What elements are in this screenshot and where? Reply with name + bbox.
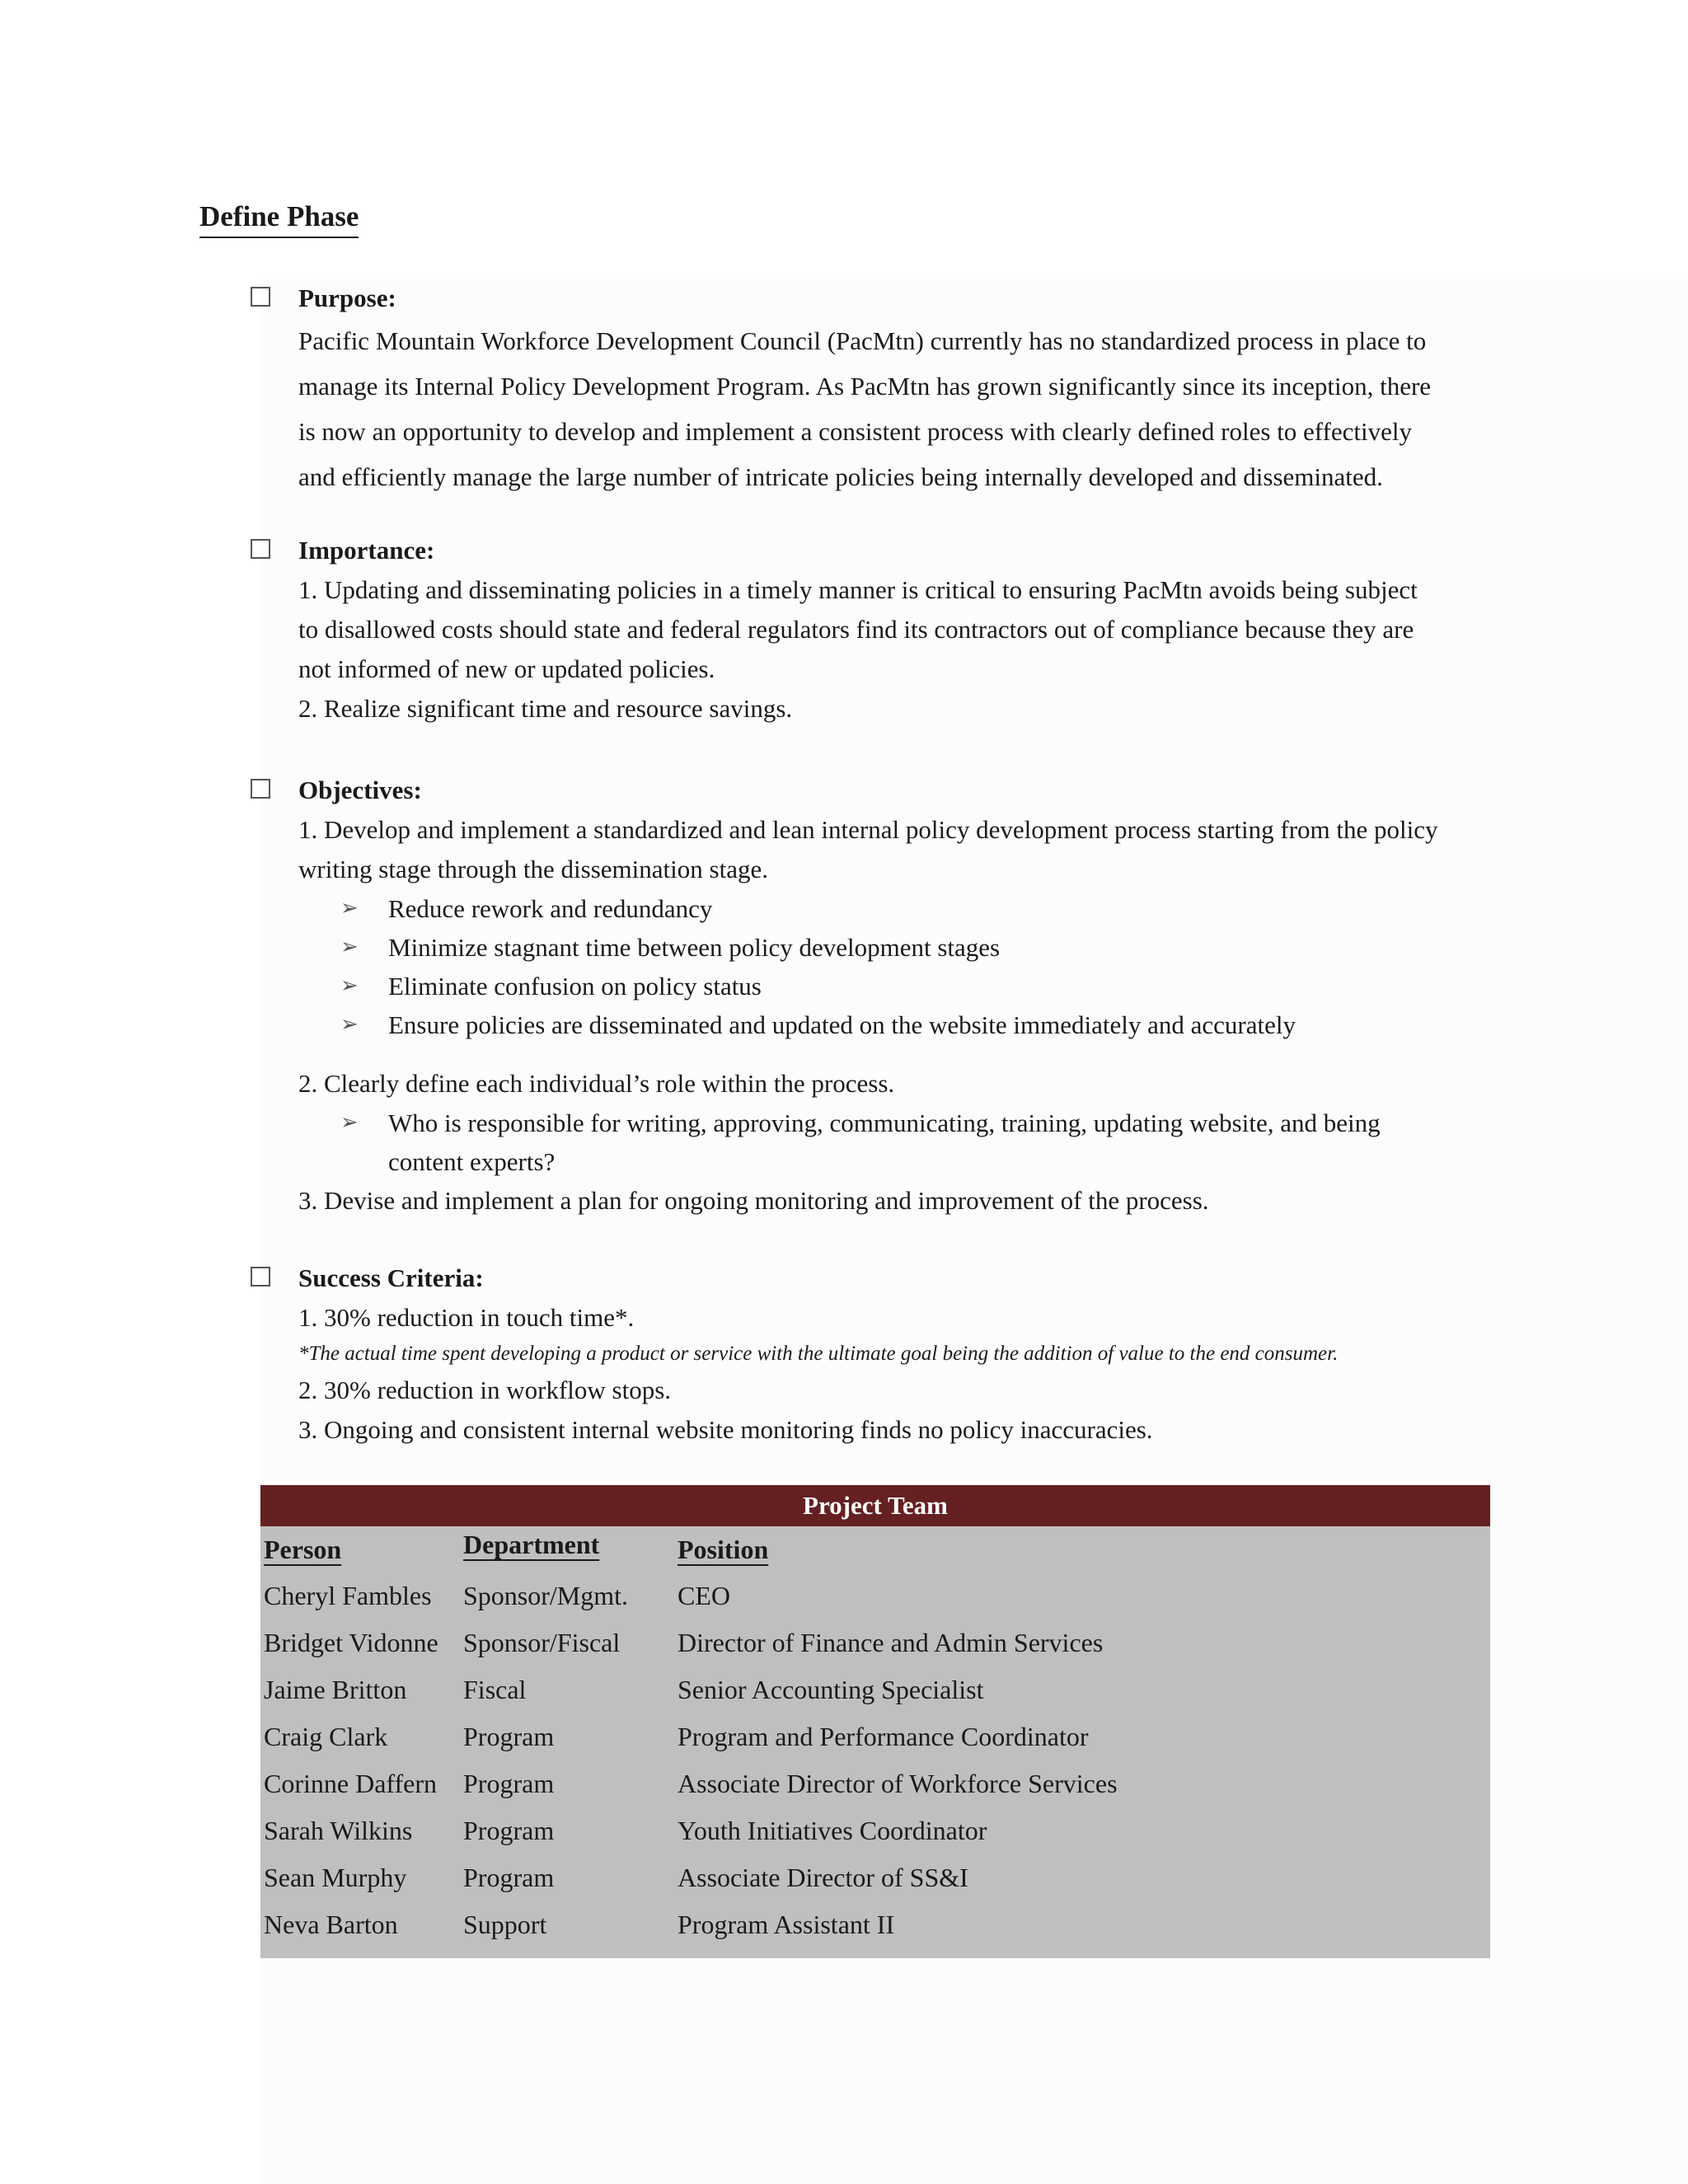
objective-3-line: 3. Devise and implement a plan for ongoing monitoring and improvement of the process. bbox=[298, 1186, 1209, 1215]
project-team-table bbox=[260, 1485, 1490, 1958]
importance-line: 2. Realize significant time and resource savings. bbox=[298, 694, 793, 723]
arrowhead-bullet-icon: ➢ bbox=[340, 896, 359, 921]
bullet-text: Reduce rework and redundancy bbox=[388, 894, 713, 923]
project-team-title: Project Team bbox=[260, 1485, 1490, 1526]
position-cell: Associate Director of SS&I bbox=[678, 1863, 968, 1892]
department-cell: Sponsor/Mgmt. bbox=[463, 1581, 629, 1610]
importance-section bbox=[251, 531, 1503, 729]
table-row bbox=[260, 1854, 1490, 1901]
arrowhead-bullet-icon: ➢ bbox=[340, 973, 359, 998]
table-row bbox=[260, 1760, 1490, 1807]
department-cell: Program bbox=[463, 1722, 555, 1751]
purpose-line: manage its Internal Policy Development Program. As PacMtn has grown significantly since its inception, there bbox=[298, 372, 1432, 401]
bullet-text: Minimize stagnant time between policy development stages bbox=[388, 933, 1001, 962]
purpose-line: is now an opportunity to develop and implement a consistent process with clearly defined roles to effectively bbox=[298, 417, 1413, 446]
position-cell: Youth Initiatives Coordinator bbox=[678, 1816, 987, 1845]
person-cell: Corinne Daffern bbox=[264, 1769, 437, 1798]
bullet-item bbox=[340, 967, 1503, 1005]
person-cell: Neva Barton bbox=[264, 1910, 398, 1939]
success-item-1: 1. 30% reduction in touch time*. bbox=[298, 1303, 635, 1332]
objective-2-line: 2. Clearly define each individual’s role within the process. bbox=[298, 1069, 895, 1098]
objective-1-line: writing stage through the dissemination stage. bbox=[298, 855, 768, 883]
checkbox-icon bbox=[251, 287, 270, 307]
arrowhead-bullet-icon: ➢ bbox=[340, 1012, 359, 1037]
checkbox-icon bbox=[251, 539, 270, 559]
bullet-text: Who is responsible for writing, approving, communicating, training, updating website, and being bbox=[388, 1108, 1381, 1137]
department-cell: Support bbox=[463, 1910, 547, 1939]
table-header-row bbox=[260, 1526, 1490, 1572]
bullet-text: Eliminate confusion on policy status bbox=[388, 972, 762, 1001]
objective-1-bullet-list bbox=[251, 889, 1503, 1044]
position-cell: Senior Accounting Specialist bbox=[678, 1675, 984, 1704]
success-item-2: 2. 30% reduction in workflow stops. bbox=[298, 1376, 672, 1404]
success-item-3: 3. Ongoing and consistent internal website monitoring finds no policy inaccuracies. bbox=[298, 1415, 1153, 1444]
bullet-text: content experts? bbox=[388, 1147, 556, 1176]
objectives-heading: Objectives: bbox=[298, 776, 422, 804]
position-cell: Program Assistant II bbox=[678, 1910, 895, 1939]
table-row bbox=[260, 1619, 1490, 1666]
objective-2-bullet-list bbox=[251, 1104, 1503, 1181]
success-criteria-heading: Success Criteria: bbox=[298, 1263, 484, 1292]
department-cell: Fiscal bbox=[463, 1675, 527, 1704]
purpose-heading: Purpose: bbox=[298, 284, 396, 312]
department-cell: Program bbox=[463, 1769, 555, 1798]
department-cell: Program bbox=[463, 1816, 555, 1845]
importance-line: 1. Updating and disseminating policies in a timely manner is critical to ensuring PacMtn avoids being subject bbox=[298, 575, 1418, 604]
purpose-line: and efficiently manage the large number of intricate policies being internally developed and disseminated. bbox=[298, 462, 1383, 491]
checkbox-icon bbox=[251, 1267, 270, 1286]
column-header-person: Person bbox=[264, 1535, 342, 1564]
bullet-item bbox=[340, 889, 1503, 928]
page-title: Define Phase bbox=[199, 198, 359, 238]
checkbox-icon bbox=[251, 779, 270, 799]
column-header-position: Position bbox=[678, 1535, 769, 1564]
position-cell: Program and Performance Coordinator bbox=[678, 1722, 1089, 1751]
touch-time-footnote: *The actual time spent developing a product or service with the ultimate goal being the addition of value to the end consumer. bbox=[298, 1343, 1339, 1365]
arrowhead-bullet-icon: ➢ bbox=[340, 935, 359, 959]
purpose-section bbox=[251, 279, 1503, 499]
person-cell: Sean Murphy bbox=[264, 1863, 407, 1892]
position-cell: Associate Director of Workforce Services bbox=[678, 1769, 1118, 1798]
arrowhead-bullet-icon: ➢ bbox=[340, 1110, 359, 1135]
importance-line: to disallowed costs should state and federal regulators find its contractors out of compliance because they are bbox=[298, 615, 1414, 644]
bullet-item bbox=[340, 1104, 1503, 1142]
bullet-item bbox=[340, 928, 1503, 967]
person-cell: Craig Clark bbox=[264, 1722, 388, 1751]
bullet-text: Ensure policies are disseminated and updated on the website immediately and accurately bbox=[388, 1010, 1296, 1039]
department-cell: Program bbox=[463, 1863, 555, 1892]
table-row bbox=[260, 1901, 1490, 1948]
person-cell: Cheryl Fambles bbox=[264, 1581, 432, 1610]
column-header-department: Department bbox=[463, 1530, 600, 1559]
position-cell: CEO bbox=[678, 1581, 730, 1610]
bullet-item bbox=[340, 1005, 1503, 1044]
success-criteria-section bbox=[251, 1258, 1503, 1450]
importance-line: not informed of new or updated policies. bbox=[298, 654, 715, 683]
person-cell: Sarah Wilkins bbox=[264, 1816, 413, 1845]
table-row bbox=[260, 1807, 1490, 1854]
purpose-line: Pacific Mountain Workforce Development Council (PacMtn) currently has no standardized process in place to bbox=[298, 326, 1427, 355]
importance-heading: Importance: bbox=[298, 536, 435, 565]
bullet-item-continuation bbox=[340, 1142, 1503, 1181]
table-row bbox=[260, 1666, 1490, 1713]
table-row bbox=[260, 1713, 1490, 1760]
objectives-section bbox=[251, 771, 1503, 1221]
objective-1-line: 1. Develop and implement a standardized and lean internal policy development process starting from the policy bbox=[298, 815, 1438, 844]
person-cell: Jaime Britton bbox=[264, 1675, 407, 1704]
position-cell: Director of Finance and Admin Services bbox=[678, 1628, 1104, 1657]
person-cell: Bridget Vidonne bbox=[264, 1628, 438, 1657]
table-row bbox=[260, 1572, 1490, 1619]
department-cell: Sponsor/Fiscal bbox=[463, 1628, 621, 1657]
